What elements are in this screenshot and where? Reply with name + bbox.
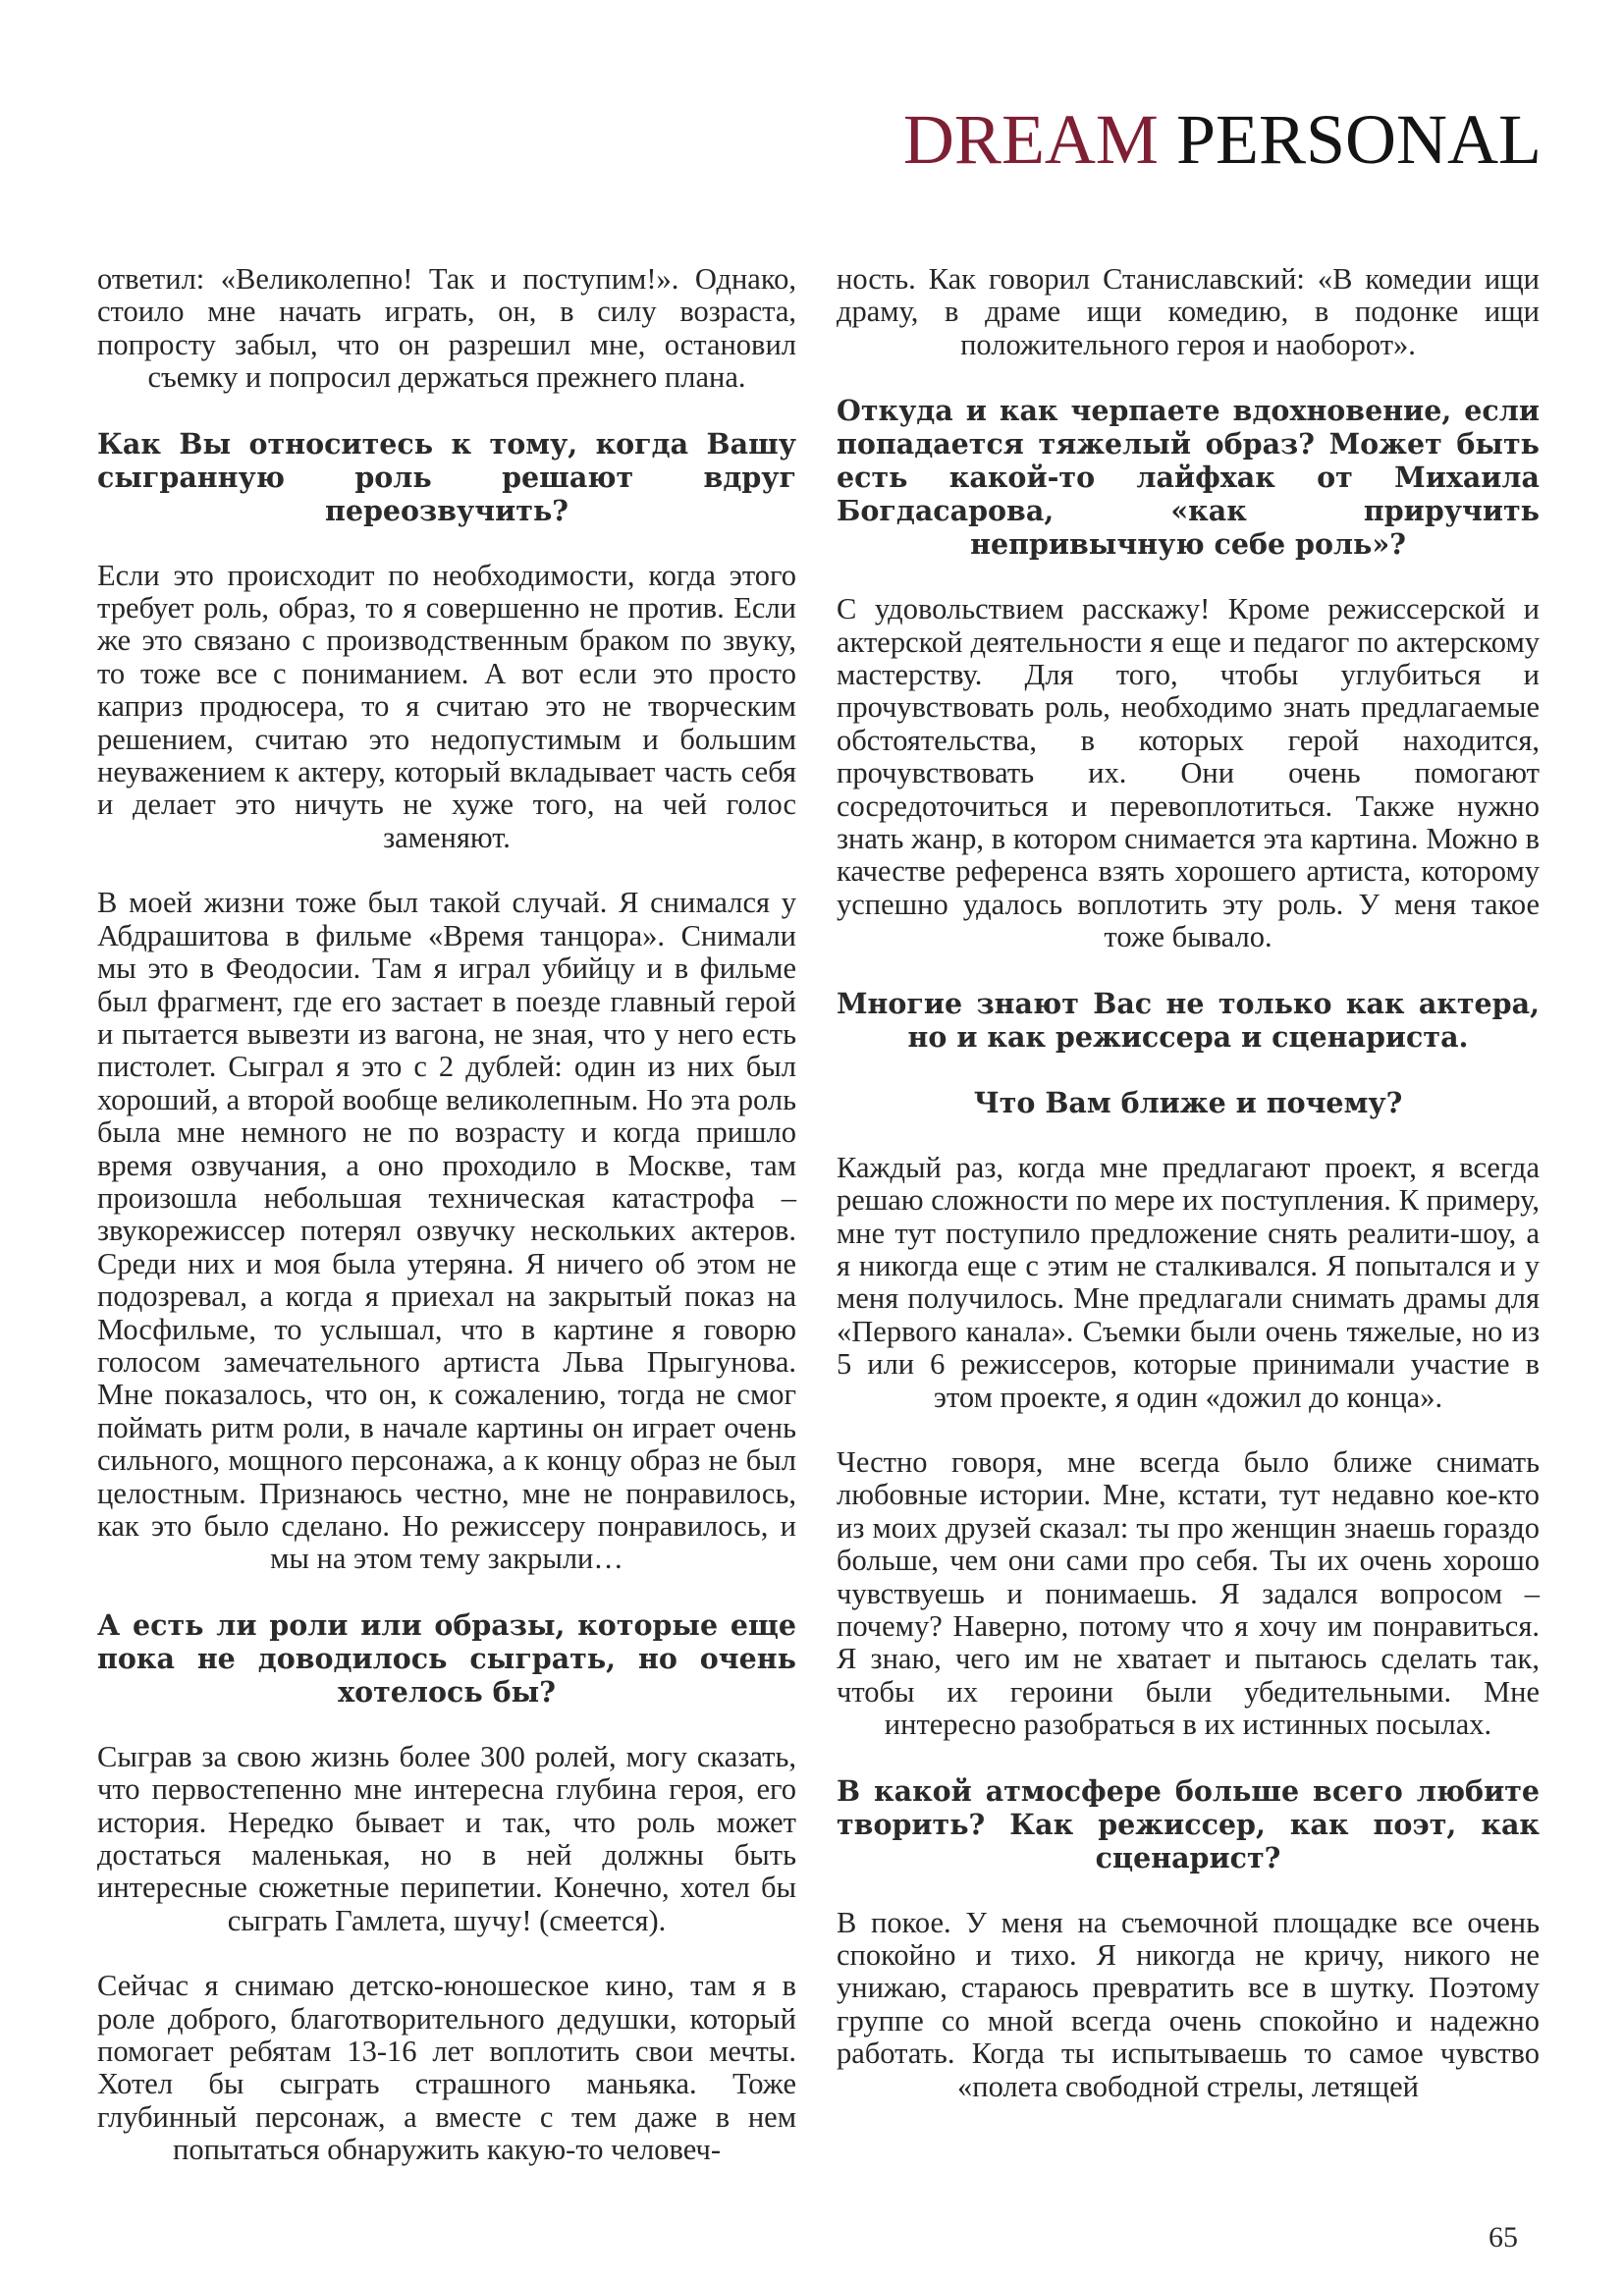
paragraph: С удовольствием расскажу! Кроме режиссерской и актерской деятельности я еще и педагог по актерскому мастерству. Для того, чтобы углубиться и прочувствовать роль, необходимо знать предлагаемые обстоятельства, в которых герой находится, прочувствовать их. Они очень помогают сосредоточиться и перевоплотиться. Также нужно знать жанр, в котором снимается эта картина. Можно в качестве референса взять хорошего артиста, которому успешно удалось воплотить эту роль. У меня такое тоже бывало.: [837, 592, 1540, 954]
right-column: [837, 263, 1540, 2103]
question-heading: Откуда и как черпаете вдохновение, если попадается тяжелый образ? Может быть есть какой-то лайфхак от Михаила Богдасарова, «как приручить непривычную себе роль»?: [837, 394, 1540, 562]
question-heading: А есть ли роли или образы, которые еще пока не доводилось сыграть, но очень хотелось бы?: [97, 1607, 796, 1709]
question-heading: Многие знают Вас не только как актера, но и как режиссера и сценариста.: [837, 986, 1540, 1054]
question-heading: В какой атмосфере больше всего любите творить? Как режиссер, как поэт, как сценарист?: [837, 1773, 1540, 1874]
paragraph: Сыграв за свою жизнь более 300 ролей, могу сказать, что первостепенно мне интересна глубина героя, его история. Нередко бывает и так, что роль может достаться маленькая, но в ней должны быть интересные сюжетные перипетии. Конечно, хотел бы сыграть Гамлета, шучу! (смеется).: [97, 1739, 796, 1937]
header-word-personal: PERSONAL: [1175, 100, 1542, 179]
paragraph: ность. Как говорил Станиславский: «В комедии ищи драму, в драме ищи комедию, в подонке ищи положительного героя и наоборот».: [837, 262, 1540, 361]
header-word-dream: DREAM: [902, 100, 1159, 179]
paragraph: Каждый раз, когда мне предлагают проект, я всегда решаю сложности по мере их поступления. К примеру, мне тут поступило предложение снять реалити-шоу, а я никогда еще с этим не сталкивался. Я попытался и у меня получилось. Мне предлагали снимать драмы для «Первого канала». Съемки были очень тяжелые, но из 5 или 6 режиссеров, которые принимали участие в этом проекте, я один «дожил до конца».: [837, 1150, 1540, 1414]
paragraph: В моей жизни тоже был такой случай. Я снимался у Абдрашитова в фильме «Время танцора». Снимали мы это в Феодосии. Там я играл убийцу и в фильме был фрагмент, где его застает в поезде главный герой и пытается вывезти из вагона, не зная, что у него есть пистолет. Сыграл я это с 2 дублей: один из них был хороший, а второй вообще великолепным. Но эта роль была мне немного не по возрасту и когда пришло время озвучания, а оно проходило в Москве, там произошла небольшая техническая катастрофа – звукорежиссер потерял озвучку нескольких актеров. Среди них и моя была утеряна. Я ничего об этом не подозревал, а когда я приехал на закрытый показ на Мосфильме, то услышал, что в картине я говорю голосом замечательного артиста Льва Прыгунова. Мне показалось, что он, к сожалению, тогда не смог поймать ритм роли, в начале картины он играет очень сильного, мощного персонажа, а к концу образ не был целостным. Признаюсь честно, мне не понравилось, как это было сделано. Но режиссеру понравилось, и мы на этом тему закрыли…: [97, 886, 796, 1576]
magazine-header: [902, 100, 1542, 179]
left-column: [97, 263, 796, 2167]
question-heading: Что Вам ближе и почему?: [973, 1085, 1403, 1119]
paragraph: ответил: «Великолепно! Так и поступим!». Однако, стоило мне начать играть, он, в силу возраста, попросту забыл, что он разрешил мне, остановил съемку и попросил держаться прежнего плана.: [97, 262, 796, 395]
page-number: 65: [1489, 2221, 1518, 2254]
paragraph: Сейчас я снимаю детско-юношеское кино, там я в роле доброго, благотворительного дедушки, который помогает ребятам 13-16 лет воплотить свои мечты. Хотел бы сыграть страшного маньяка. Тоже глубинный персонаж, а вместе с тем даже в нем попытаться обнаружить какую-то человеч-: [97, 1969, 796, 2167]
paragraph: Честно говоря, мне всегда было ближе снимать любовные истории. Мне, кстати, тут недавно кое-кто из моих друзей сказал: ты про женщин знаешь гораздо больше, чем они сами про себя. Ты их очень хорошо чувствуешь и понимаешь. Я задался вопросом – почему? Наверно, потому что я хочу им понравиться. Я знаю, чего им не хватает и пытаюсь сделать так, чтобы их героини были убедительными. Мне интересно разобраться в их истинных посылах.: [837, 1444, 1540, 1742]
paragraph: В покое. У меня на съемочной площадке все очень спокойно и тихо. Я никогда не кричу, никого не унижаю, стараюсь превратить все в шутку. Поэтому группе со мной всегда очень спокойно и надежно работать. Когда ты испытываешь то самое чувство «полета свободной стрелы, летящей: [837, 1905, 1540, 2103]
question-heading: Как Вы относитесь к тому, когда Вашу сыгранную роль решают вдруг переозвучить?: [97, 426, 796, 527]
paragraph: Если это происходит по необходимости, когда этого требует роль, образ, то я совершенно не против. Если же это связано с производственным браком по звуку, то тоже все с пониманием. А вот если это просто каприз продюсера, то я считаю это не творческим решением, считаю это недопустимым и большим неуважением к актеру, который вкладывает часть себя и делает это ничуть не хуже того, на чей голос заменяют.: [97, 558, 796, 854]
